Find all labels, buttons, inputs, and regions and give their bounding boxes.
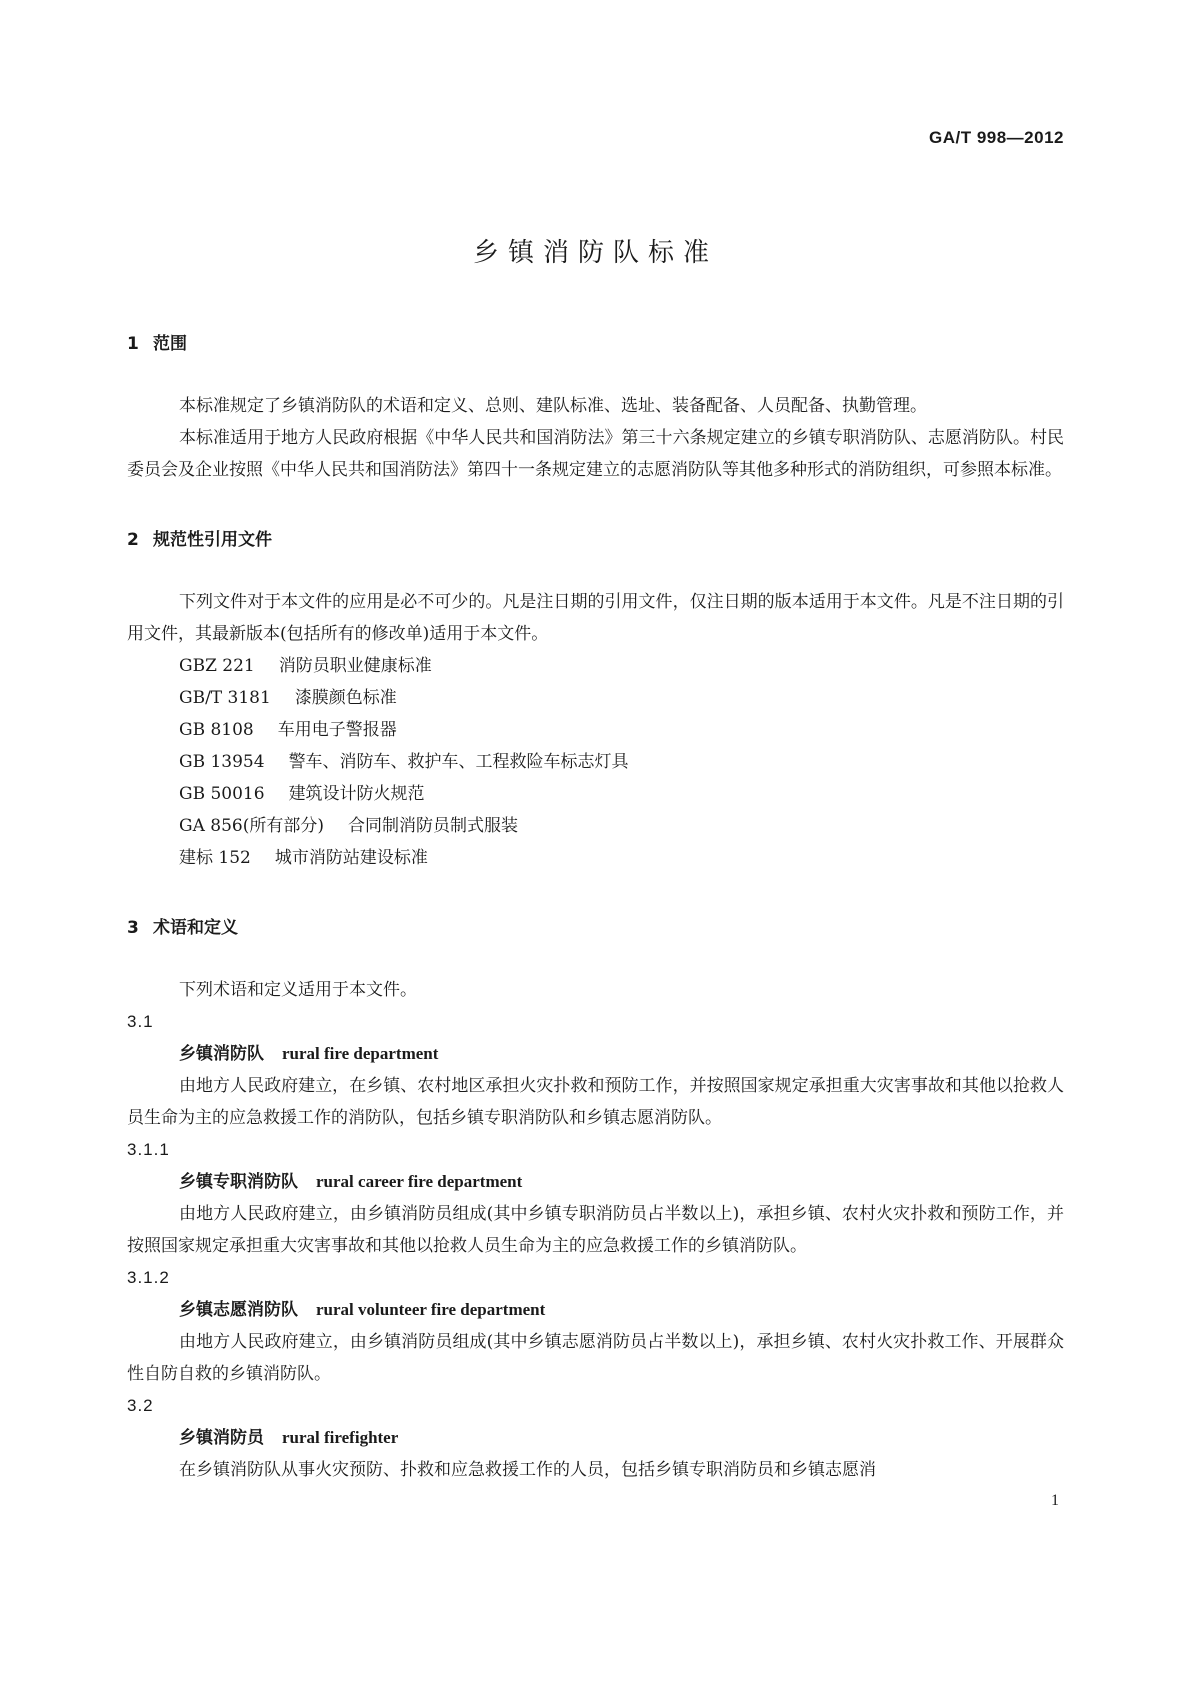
section-heading-normative-references	[127, 528, 1064, 552]
section-title: 规范性引用文件	[153, 530, 272, 550]
reference-item	[127, 778, 1064, 810]
term-english: rural volunteer fire department	[316, 1300, 546, 1319]
reference-item	[127, 650, 1064, 682]
reference-title: 建筑设计防火规范	[288, 784, 425, 804]
reference-code: GB 8108	[179, 720, 254, 740]
section-title: 术语和定义	[153, 918, 238, 938]
reference-code: GA 856(所有部分)	[179, 816, 324, 836]
section-number: 2	[127, 530, 139, 550]
clause-number: 3.1.1	[127, 1140, 170, 1159]
term-heading	[127, 1294, 1064, 1326]
term-definition: 由地方人民政府建立，由乡镇消防员组成(其中乡镇专职消防员占半数以上)，承担乡镇、农村火灾扑救和预防工作，并按照国家规定承担重大灾害事故和其他以抢救人员生命为主的应急救援工作的乡镇消防队。	[127, 1204, 1064, 1256]
reference-item	[127, 810, 1064, 842]
document-body	[127, 332, 1064, 1486]
term-chinese: 乡镇志愿消防队	[179, 1300, 298, 1320]
section-title: 范围	[153, 334, 187, 354]
term-heading	[127, 1038, 1064, 1070]
paragraph: 下列文件对于本文件的应用是必不可少的。凡是注日期的引用文件，仅注日期的版本适用于本文件。凡是不注日期的引用文件，其最新版本(包括所有的修改单)适用于本文件。	[127, 592, 1064, 644]
term-chinese: 乡镇专职消防队	[179, 1172, 298, 1192]
term-definition: 在乡镇消防队从事火灾预防、扑救和应急救援工作的人员，包括乡镇专职消防员和乡镇志愿消	[179, 1460, 876, 1480]
clause-number: 3.1.2	[127, 1268, 170, 1287]
term-english: rural fire department	[282, 1044, 439, 1063]
reference-item	[127, 714, 1064, 746]
term-english: rural career fire department	[316, 1172, 523, 1191]
section-number: 3	[127, 918, 139, 938]
term-definition: 由地方人民政府建立，由乡镇消防员组成(其中乡镇志愿消防员占半数以上)，承担乡镇、农村火灾扑救工作、开展群众性自防自救的乡镇消防队。	[127, 1332, 1064, 1384]
clause-number: 3.2	[127, 1396, 154, 1415]
term-chinese: 乡镇消防员	[179, 1428, 264, 1448]
reference-code: 建标 152	[179, 848, 251, 868]
reference-title: 城市消防站建设标准	[274, 848, 428, 868]
page-number: 1	[1051, 1492, 1059, 1509]
reference-title: 消防员职业健康标准	[278, 656, 432, 676]
paragraph: 本标准适用于地方人民政府根据《中华人民共和国消防法》第三十六条规定建立的乡镇专职消防队、志愿消防队。村民委员会及企业按照《中华人民共和国消防法》第四十一条规定建立的志愿消防队等其他多种形式的消防组织，可参照本标准。	[127, 428, 1064, 480]
document-title: 乡镇消防队标准	[472, 238, 718, 268]
reference-code: GB 50016	[179, 784, 265, 804]
reference-item	[127, 842, 1064, 874]
reference-title: 漆膜颜色标准	[294, 688, 397, 708]
reference-title: 警车、消防车、救护车、工程救险车标志灯具	[288, 752, 629, 772]
reference-item	[127, 746, 1064, 778]
paragraph: 本标准规定了乡镇消防队的术语和定义、总则、建队标准、选址、装备配备、人员配备、执勤管理。	[179, 396, 927, 416]
clause-number: 3.1	[127, 1012, 154, 1031]
term-heading	[127, 1166, 1064, 1198]
section-number: 1	[127, 334, 139, 354]
section-heading-scope	[127, 332, 1064, 356]
section-heading-terms-and-definitions	[127, 916, 1064, 940]
term-heading	[127, 1422, 1064, 1454]
reference-title: 车用电子警报器	[277, 720, 397, 740]
term-chinese: 乡镇消防队	[179, 1044, 264, 1064]
reference-code: GB 13954	[179, 752, 265, 772]
term-definition: 由地方人民政府建立，在乡镇、农村地区承担火灾扑救和预防工作，并按照国家规定承担重大灾害事故和其他以抢救人员生命为主的应急救援工作的消防队，包括乡镇专职消防队和乡镇志愿消防队。	[127, 1076, 1064, 1128]
reference-code: GBZ 221	[179, 656, 255, 676]
reference-title: 合同制消防员制式服装	[347, 816, 518, 836]
reference-item	[127, 682, 1064, 714]
standard-code: GA/T 998—2012	[928, 128, 1064, 147]
term-english: rural firefighter	[282, 1428, 399, 1447]
paragraph: 下列术语和定义适用于本文件。	[179, 980, 417, 1000]
reference-code: GB/T 3181	[179, 688, 271, 708]
